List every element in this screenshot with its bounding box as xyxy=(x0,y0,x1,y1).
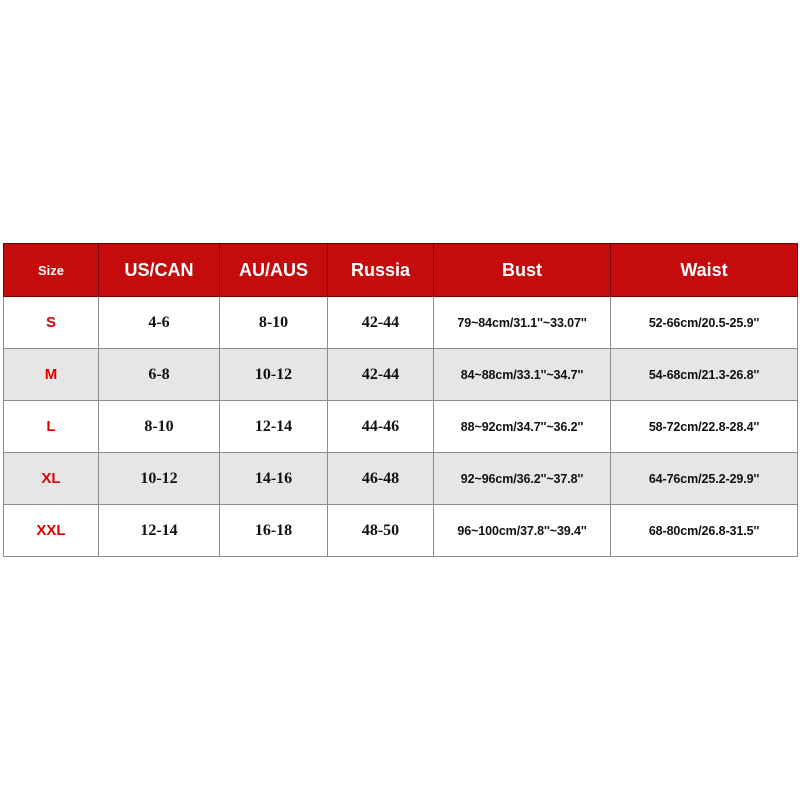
table-row xyxy=(4,401,798,453)
size-cell: M xyxy=(4,349,99,401)
bust-cell: 92~96cm/36.2''~37.8'' xyxy=(434,453,611,505)
bust-cell: 84~88cm/33.1''~34.7'' xyxy=(434,349,611,401)
waist-cell: 68-80cm/26.8-31.5'' xyxy=(611,505,798,557)
au-aus-cell: 10-12 xyxy=(220,349,328,401)
header-waist: Waist xyxy=(611,244,798,297)
table-row xyxy=(4,297,798,349)
us-can-cell: 6-8 xyxy=(99,349,220,401)
header-us-can: US/CAN xyxy=(99,244,220,297)
au-aus-cell: 8-10 xyxy=(220,297,328,349)
waist-cell: 54-68cm/21.3-26.8'' xyxy=(611,349,798,401)
table-row xyxy=(4,505,798,557)
header-au-aus: AU/AUS xyxy=(220,244,328,297)
bust-cell: 96~100cm/37.8''~39.4'' xyxy=(434,505,611,557)
size-cell: S xyxy=(4,297,99,349)
au-aus-cell: 16-18 xyxy=(220,505,328,557)
size-chart-table xyxy=(3,243,798,557)
au-aus-cell: 14-16 xyxy=(220,453,328,505)
waist-cell: 64-76cm/25.2-29.9'' xyxy=(611,453,798,505)
table-row xyxy=(4,349,798,401)
size-cell: L xyxy=(4,401,99,453)
russia-cell: 42-44 xyxy=(328,297,434,349)
russia-cell: 46-48 xyxy=(328,453,434,505)
waist-cell: 58-72cm/22.8-28.4'' xyxy=(611,401,798,453)
bust-cell: 79~84cm/31.1''~33.07'' xyxy=(434,297,611,349)
waist-cell: 52-66cm/20.5-25.9'' xyxy=(611,297,798,349)
us-can-cell: 10-12 xyxy=(99,453,220,505)
russia-cell: 48-50 xyxy=(328,505,434,557)
table-body xyxy=(4,297,798,557)
table-row xyxy=(4,453,798,505)
size-cell: XXL xyxy=(4,505,99,557)
us-can-cell: 8-10 xyxy=(99,401,220,453)
us-can-cell: 12-14 xyxy=(99,505,220,557)
size-cell: XL xyxy=(4,453,99,505)
us-can-cell: 4-6 xyxy=(99,297,220,349)
bust-cell: 88~92cm/34.7''~36.2'' xyxy=(434,401,611,453)
header-russia: Russia xyxy=(328,244,434,297)
russia-cell: 42-44 xyxy=(328,349,434,401)
au-aus-cell: 12-14 xyxy=(220,401,328,453)
table-header xyxy=(4,244,798,297)
header-size: Size xyxy=(4,244,99,297)
header-row xyxy=(4,244,798,297)
russia-cell: 44-46 xyxy=(328,401,434,453)
header-bust: Bust xyxy=(434,244,611,297)
